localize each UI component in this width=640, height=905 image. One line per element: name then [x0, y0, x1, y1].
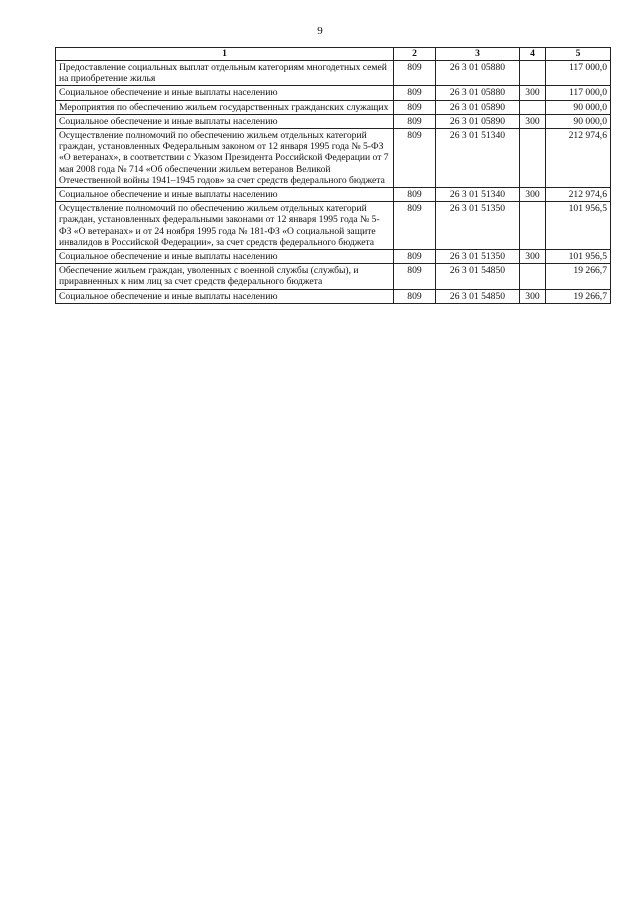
row-code-4: 300	[520, 289, 546, 303]
row-code-2: 809	[394, 250, 436, 264]
row-code-2: 809	[394, 264, 436, 289]
row-code-2: 809	[394, 289, 436, 303]
row-amount: 117 000,0	[546, 86, 611, 100]
row-code-3: 26 3 01 51350	[436, 250, 520, 264]
table-row	[56, 188, 611, 202]
row-code-4	[520, 129, 546, 188]
row-code-4	[520, 100, 546, 114]
row-code-3: 26 3 01 05890	[436, 100, 520, 114]
row-code-4	[520, 61, 546, 86]
budget-table	[55, 47, 611, 304]
table-row	[56, 202, 611, 250]
row-code-2: 809	[394, 202, 436, 250]
row-name: Обеспечение жильем граждан, уволенных с военной службы (службы), и приравненных к ним лиц за счет средств федерального бюджета	[56, 264, 394, 289]
row-name: Социальное обеспечение и иные выплаты населению	[56, 188, 394, 202]
row-name: Предоставление социальных выплат отдельным категориям многодетных семей на приобретение жилья	[56, 61, 394, 86]
row-amount: 101 956,5	[546, 202, 611, 250]
row-code-3: 26 3 01 05880	[436, 61, 520, 86]
header-col-2: 2	[394, 48, 436, 61]
table-row	[56, 289, 611, 303]
row-code-4: 300	[520, 250, 546, 264]
row-code-4: 300	[520, 114, 546, 128]
row-code-3: 26 3 01 51350	[436, 202, 520, 250]
row-amount: 212 974,6	[546, 188, 611, 202]
row-name: Социальное обеспечение и иные выплаты населению	[56, 250, 394, 264]
row-amount: 19 266,7	[546, 289, 611, 303]
row-code-4: 300	[520, 188, 546, 202]
row-code-3: 26 3 01 05890	[436, 114, 520, 128]
header-col-5: 5	[546, 48, 611, 61]
table-row	[56, 250, 611, 264]
row-name: Мероприятия по обеспечению жильем государственных гражданских служащих	[56, 100, 394, 114]
row-code-2: 809	[394, 86, 436, 100]
header-col-3: 3	[436, 48, 520, 61]
table-row	[56, 86, 611, 100]
row-name: Осуществление полномочий по обеспечению жильем отдельных категорий граждан, установленных федеральными законами от 12 января 1995 года № 5-ФЗ «О ветеранах» и от 24 ноября 1995 года № 181-ФЗ «О социальной защите инвалидов в Российской Федерации», за счет средств федерального бюджета	[56, 202, 394, 250]
row-code-4	[520, 264, 546, 289]
header-col-4: 4	[520, 48, 546, 61]
table-row	[56, 100, 611, 114]
table-row	[56, 114, 611, 128]
row-name: Социальное обеспечение и иные выплаты населению	[56, 289, 394, 303]
row-code-4	[520, 202, 546, 250]
row-name: Осуществление полномочий по обеспечению жильем отдельных категорий граждан, установленных Федеральным законом от 12 января 1995 года № 5-ФЗ «О ветеранах», в соответствии с Указом Президента Российской Федерации от 7 мая 2008 года № 714 «Об обеспечении жильем ветеранов Великой Отечественной войны 1941–1945 годов» за счет средств федерального бюджета	[56, 129, 394, 188]
row-amount: 19 266,7	[546, 264, 611, 289]
row-name: Социальное обеспечение и иные выплаты населению	[56, 114, 394, 128]
header-col-1: 1	[56, 48, 394, 61]
row-amount: 117 000,0	[546, 61, 611, 86]
row-code-3: 26 3 01 51340	[436, 129, 520, 188]
row-code-2: 809	[394, 61, 436, 86]
row-code-3: 26 3 01 51340	[436, 188, 520, 202]
row-code-3: 26 3 01 54850	[436, 264, 520, 289]
page-number: 9	[317, 25, 323, 37]
row-name: Социальное обеспечение и иные выплаты населению	[56, 86, 394, 100]
table-row	[56, 264, 611, 289]
row-code-2: 809	[394, 188, 436, 202]
table-header	[56, 48, 611, 61]
row-amount: 212 974,6	[546, 129, 611, 188]
row-code-4: 300	[520, 86, 546, 100]
row-code-2: 809	[394, 100, 436, 114]
row-code-3: 26 3 01 54850	[436, 289, 520, 303]
row-code-3: 26 3 01 05880	[436, 86, 520, 100]
row-code-2: 809	[394, 114, 436, 128]
row-amount: 90 000,0	[546, 100, 611, 114]
row-amount: 101 956,5	[546, 250, 611, 264]
header-row	[56, 48, 611, 61]
table-body	[56, 61, 611, 304]
row-amount: 90 000,0	[546, 114, 611, 128]
table-row	[56, 61, 611, 86]
row-code-2: 809	[394, 129, 436, 188]
table-row	[56, 129, 611, 188]
